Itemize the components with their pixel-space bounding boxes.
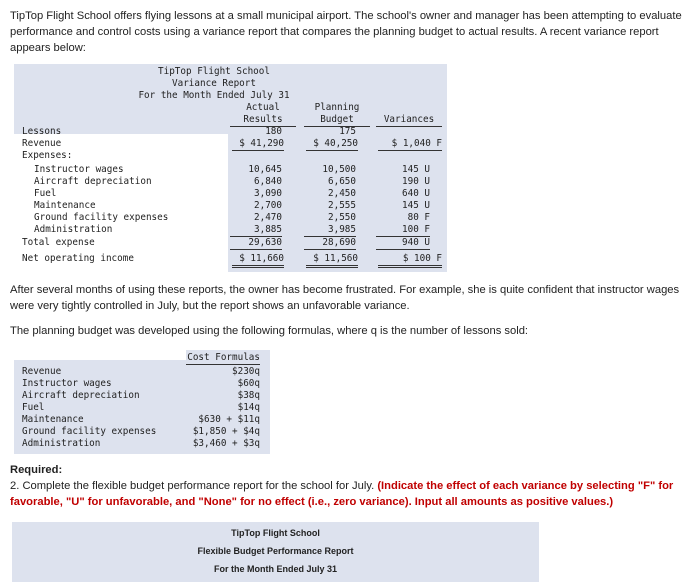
variance-value: 145 U xyxy=(402,164,430,175)
formula-value: $60q xyxy=(237,378,260,389)
planning-value: $ 40,250 xyxy=(306,138,358,151)
formula-value: $14q xyxy=(237,402,260,413)
formula-label: Ground facility expenses xyxy=(22,426,157,437)
variance-value: 145 U xyxy=(402,200,430,211)
row-label: Ground facility expenses xyxy=(34,212,169,223)
col-planning-1: Planning xyxy=(314,102,360,113)
required-body xyxy=(10,478,694,510)
row-label: Total expense xyxy=(22,237,95,248)
row-label: Maintenance xyxy=(34,200,96,211)
planning-value: 3,985 xyxy=(304,224,356,237)
planning-value: $ 11,560 xyxy=(306,253,358,268)
formula-label: Revenue xyxy=(22,366,62,377)
actual-value: 2,700 xyxy=(254,200,282,211)
variance-value: 190 U xyxy=(402,176,430,187)
actual-value: 180 xyxy=(265,126,282,137)
variance-value: 940 U xyxy=(376,237,430,250)
flex-report-period: For the Month Ended July 31 xyxy=(213,564,337,574)
paragraph-formulas-intro: The planning budget was developed using the following formulas, where q is the number of lessons sold: xyxy=(10,325,529,337)
required-section xyxy=(10,462,694,510)
actual-value: 2,470 xyxy=(254,212,282,223)
planning-value: 175 xyxy=(339,126,356,137)
variance-value: 80 F xyxy=(407,212,430,223)
variance-value: 640 U xyxy=(402,188,430,199)
flex-report-subtitle: Flexible Budget Performance Report xyxy=(197,546,354,556)
planning-value: 6,650 xyxy=(328,176,356,187)
report-title: TipTop Flight School xyxy=(158,66,270,77)
flexible-budget-report-header xyxy=(12,522,539,582)
actual-value: $ 11,660 xyxy=(232,253,284,268)
planning-value: 10,500 xyxy=(322,164,356,175)
actual-value: 3,090 xyxy=(254,188,282,199)
actual-value: 29,630 xyxy=(230,237,282,250)
col-planning-2: Budget xyxy=(304,114,370,127)
paragraph-frustration: After several months of using these reports, the owner has become frustrated. For example, she is quite confident that instructor wages were very tightly controlled in July, but the report shows an unfavorable variance. xyxy=(10,284,680,312)
row-label: Fuel xyxy=(34,188,57,199)
variance-report xyxy=(14,64,447,272)
row-label: Revenue xyxy=(22,138,62,149)
intro-paragraph: TipTop Flight School offers flying lessons at a small municipal airport. The school's owner and manager has been attempting to evaluate performance and control costs using a variance report that compares the planning budget to actual results. A recent variance report appears below: xyxy=(10,10,682,54)
row-label: Instructor wages xyxy=(34,164,124,175)
formula-value: $630 + $11q xyxy=(198,414,260,425)
variance-value: 100 F xyxy=(376,224,430,237)
report-subtitle: Variance Report xyxy=(172,78,256,89)
formula-value: $38q xyxy=(237,390,260,401)
report-period: For the Month Ended July 31 xyxy=(138,90,290,101)
row-label: Aircraft depreciation xyxy=(34,176,152,187)
planning-value: 28,690 xyxy=(304,237,356,250)
formula-label: Instructor wages xyxy=(22,378,112,389)
col-actual-1: Actual xyxy=(246,102,280,113)
actual-value: $ 41,290 xyxy=(232,138,284,151)
planning-value: 2,450 xyxy=(328,188,356,199)
row-label: Lessons xyxy=(22,126,62,137)
required-text: 2. Complete the flexible budget performance report for the school for July. xyxy=(10,480,375,492)
col-variances: Variances xyxy=(376,114,442,127)
formula-label: Aircraft depreciation xyxy=(22,390,140,401)
cost-formulas-table xyxy=(14,350,270,454)
formula-label: Fuel xyxy=(22,402,45,413)
required-heading: Required: xyxy=(10,464,63,476)
actual-value: 10,645 xyxy=(248,164,282,175)
planning-value: 2,550 xyxy=(328,212,356,223)
formula-value: $3,460 + $3q xyxy=(192,438,260,449)
required-instruction: (Indicate the effect of each variance by selecting "F" for favorable, "U" for unfavorable, and "None" for no effect (i.e., zero variance). Input all amounts as positive values.) xyxy=(10,480,674,508)
row-label: Administration xyxy=(34,224,113,235)
actual-value: 3,885 xyxy=(230,224,282,237)
flex-report-title: TipTop Flight School xyxy=(231,528,320,538)
planning-value: 2,555 xyxy=(328,200,356,211)
row-label: Expenses: xyxy=(22,150,73,161)
actual-value: 6,840 xyxy=(254,176,282,187)
variance-value: $ 100 F xyxy=(378,253,442,268)
variance-value: $ 1,040 F xyxy=(378,138,442,151)
formula-value: $230q xyxy=(232,366,260,377)
cost-formulas-header: Cost Formulas xyxy=(187,352,260,363)
formula-value: $1,850 + $4q xyxy=(192,426,260,437)
col-actual-2: Results xyxy=(230,114,296,127)
row-label: Net operating income xyxy=(22,253,134,264)
formula-label: Administration xyxy=(22,438,101,449)
formula-label: Maintenance xyxy=(22,414,84,425)
